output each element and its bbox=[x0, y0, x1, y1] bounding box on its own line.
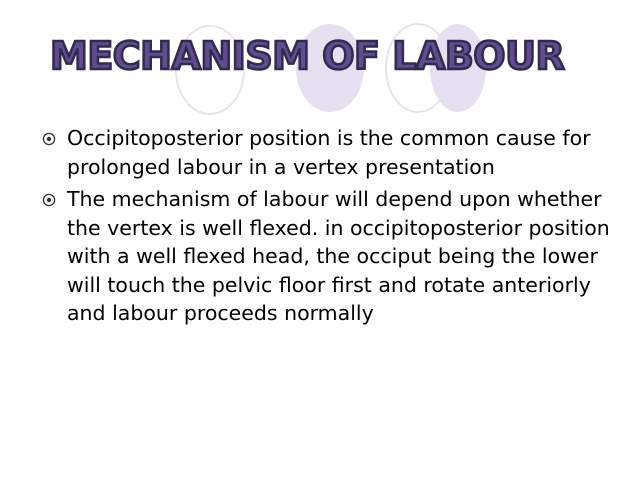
bullet-list bbox=[40, 124, 620, 332]
bullet-item bbox=[40, 124, 620, 181]
circled-dot-bullet-icon bbox=[42, 193, 56, 207]
bullet-item bbox=[40, 185, 620, 328]
bullet-text: The mechanism of labour will depend upon whether the vertex is well flexed. in occipitoposterior position with a well flexed head, the occiput being the lower will touch the pelvic floor first and rotate anteriorly and labour proceeds normally bbox=[67, 187, 610, 325]
circled-dot-bullet-icon bbox=[42, 132, 56, 146]
bullet-text: Occipitoposterior position is the common cause for prolonged labour in a vertex presentation bbox=[67, 126, 591, 179]
slide-title: MECHANISM OF LABOUR bbox=[50, 34, 565, 78]
